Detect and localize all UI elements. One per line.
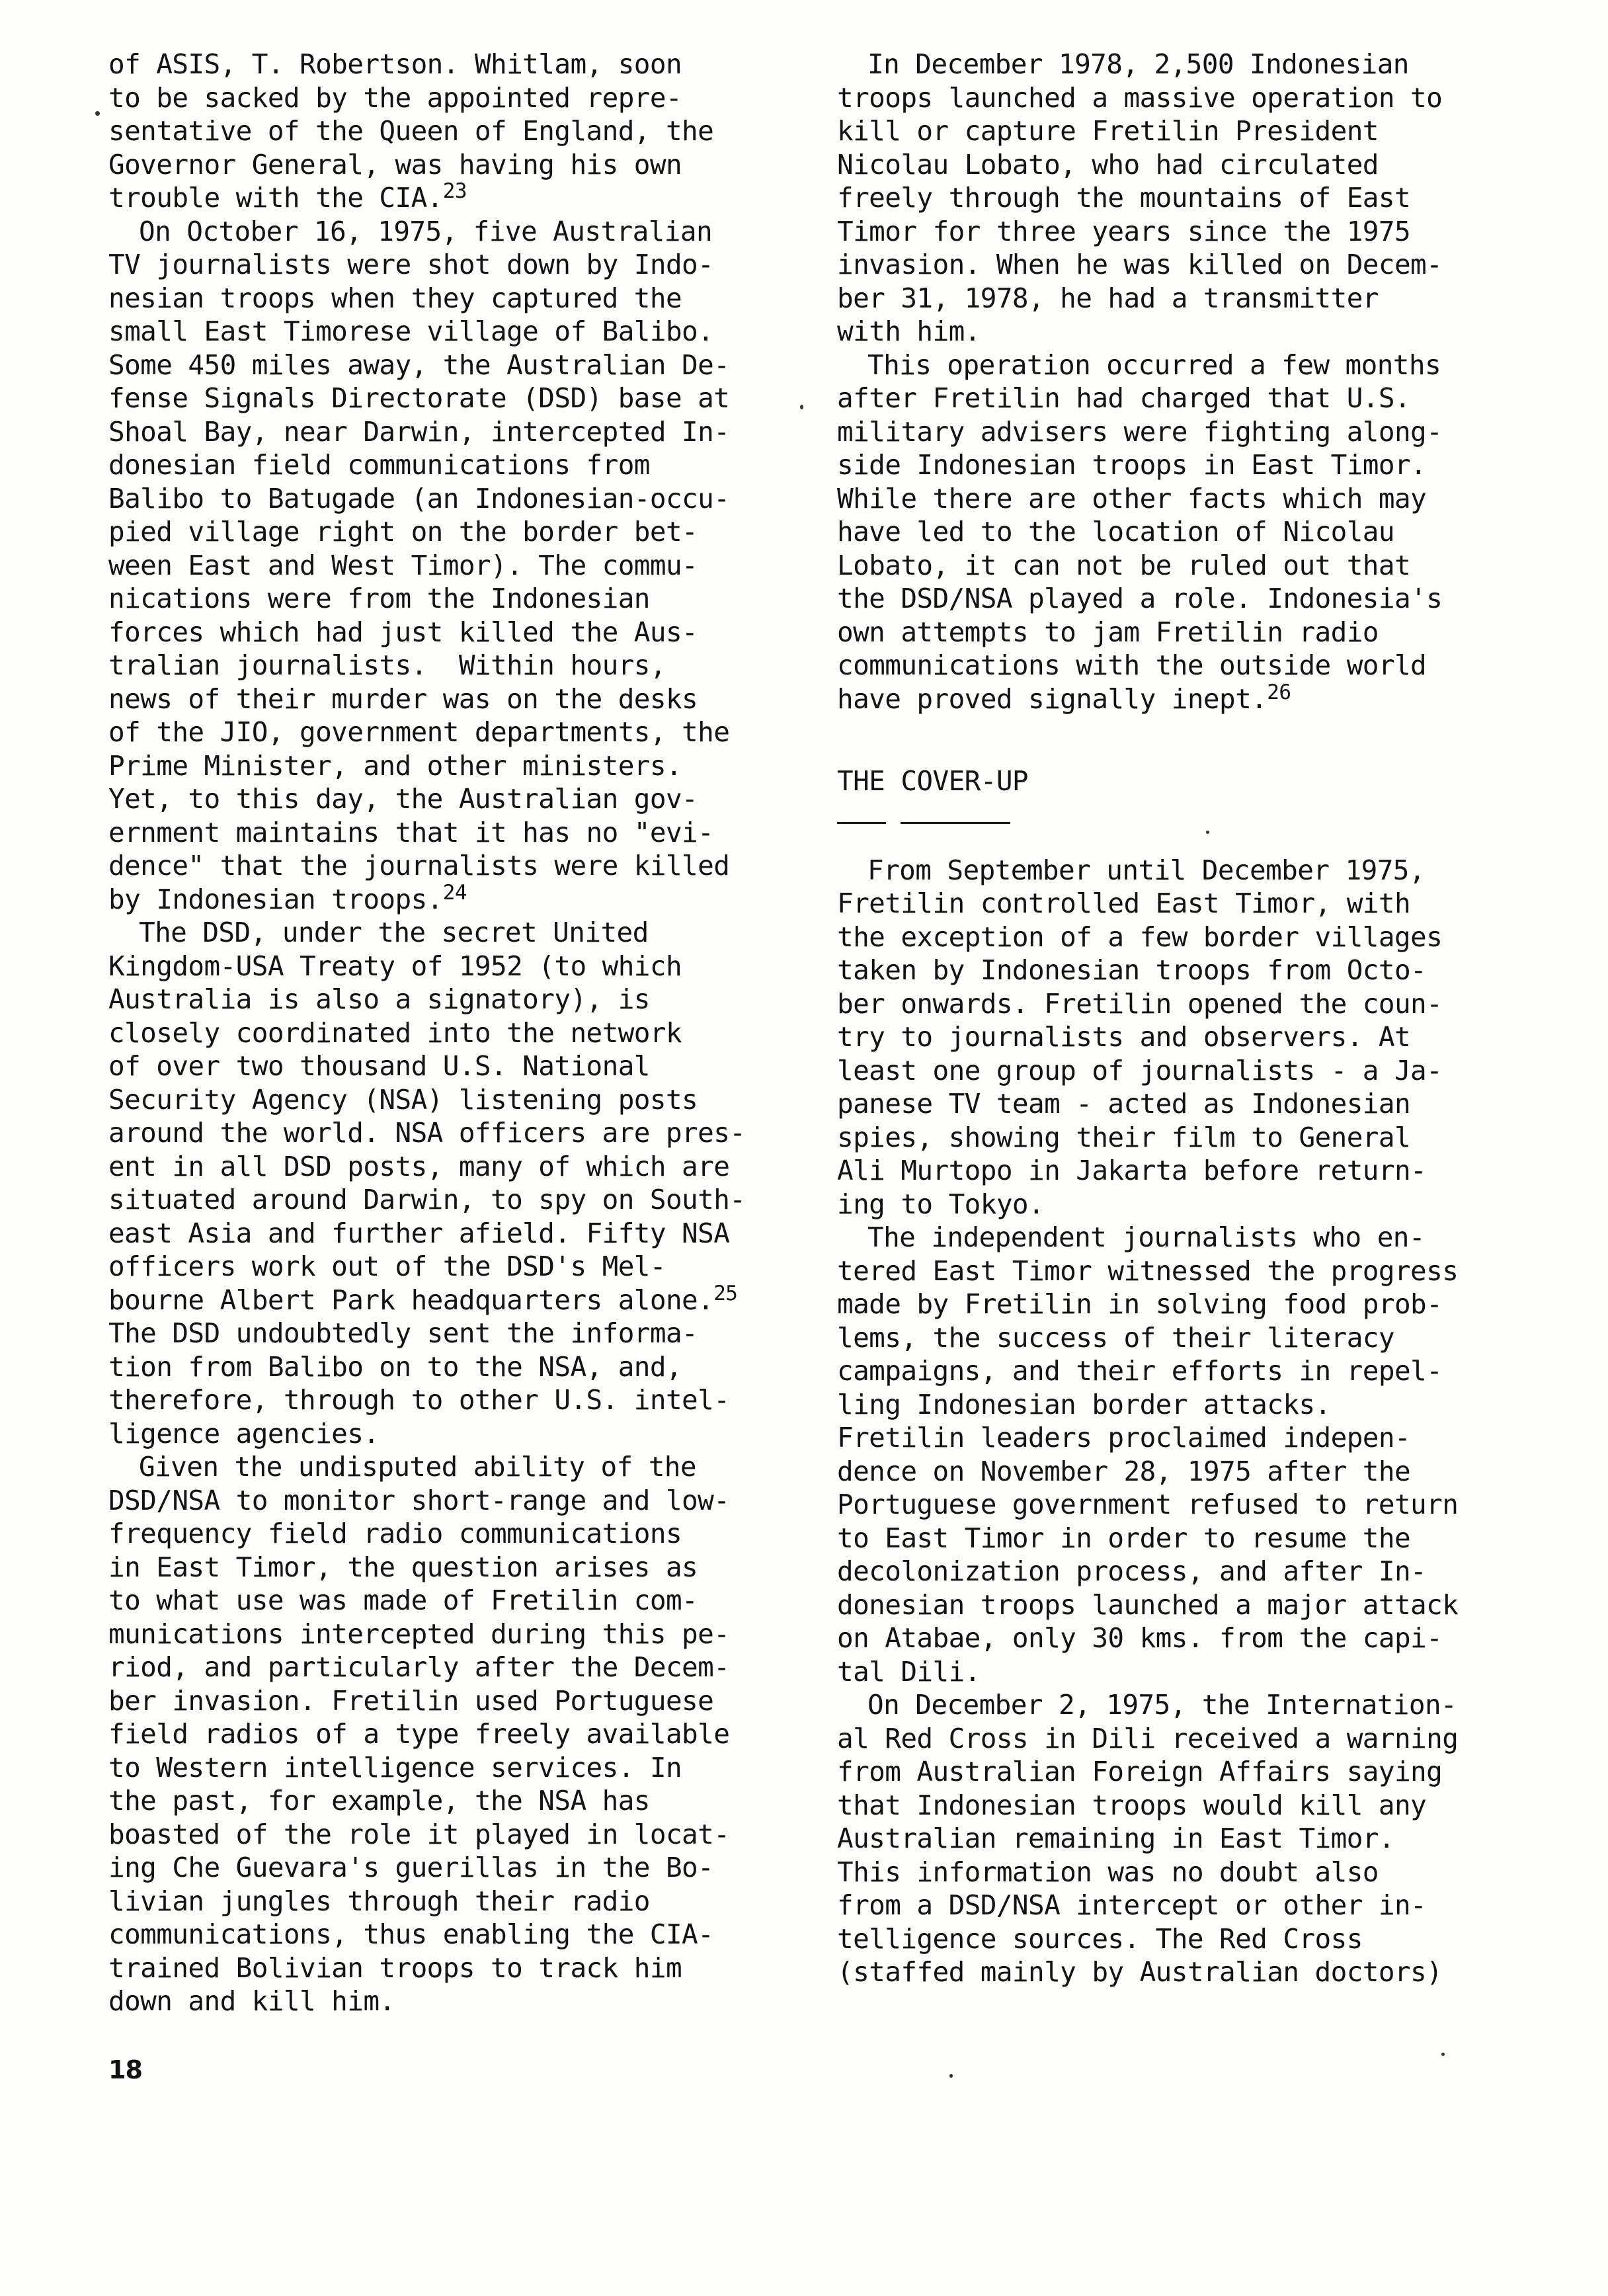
text-line: on Atabae, only 30 kms. from the capi- — [837, 1622, 1443, 1654]
print-speck — [800, 405, 803, 409]
text-line: donesian troops launched a major attack — [837, 1588, 1459, 1621]
text-line: military advisers were fighting along- — [837, 415, 1443, 448]
left-column — [108, 48, 789, 2018]
text-line: with him. — [837, 315, 981, 347]
text-line: ween East and West Timor). The commu- — [108, 549, 698, 581]
paragraph — [837, 48, 1518, 348]
text-line: livian jungles through their radio — [108, 1885, 650, 1917]
paragraph — [108, 215, 789, 917]
text-line: nications were from the Indonesian — [108, 583, 650, 614]
text-line: that Indonesian troops would kill any — [837, 1789, 1427, 1821]
print-speck — [949, 2074, 953, 2078]
text-line: the DSD/NSA played a role. Indonesia's — [837, 583, 1443, 614]
text-line: panese TV team - acted as Indonesian — [837, 1088, 1411, 1120]
heading-underline — [837, 822, 1518, 825]
text-line: trouble with the CIA.$^{23}$ — [108, 179, 467, 214]
text-line: therefore, through to other U.S. intel- — [108, 1384, 730, 1416]
text-line: after Fretilin had charged that U.S. — [837, 382, 1411, 414]
text-line: least one group of journalists - a Ja- — [837, 1054, 1443, 1086]
text-line: nesian troops when they captured the — [108, 282, 682, 314]
text-line: Security Agency (NSA) listening posts — [108, 1083, 698, 1116]
text-line: decolonization process, and after In- — [837, 1555, 1427, 1587]
footnote-marker: 26 — [1267, 680, 1291, 704]
text-line: the exception of a few border villages — [837, 921, 1443, 953]
text-line: This information was no doubt also — [837, 1856, 1379, 1888]
text-line: In December 1978, 2,500 Indonesian — [867, 48, 1409, 80]
text-line: frequency field radio communications — [108, 1518, 682, 1549]
text-line: donesian field communications from — [108, 449, 650, 481]
text-line: officers work out of the DSD's Mel- — [108, 1250, 666, 1282]
text-line: of over two thousand U.S. National — [108, 1050, 650, 1082]
text-line: Shoal Bay, near Darwin, intercepted In- — [108, 415, 730, 448]
text-line: This operation occurred a few months — [867, 348, 1441, 381]
text-line: bourne Albert Park headquarters alone.$^{25}$ — [108, 1281, 738, 1316]
text-line: tered East Timor witnessed the progress — [837, 1254, 1459, 1287]
text-line: ling Indonesian border attacks. — [837, 1388, 1331, 1420]
page-number: 18 — [108, 2055, 142, 2084]
right-column — [837, 48, 1518, 1989]
text-line: (staffed mainly by Australian doctors) — [837, 1956, 1443, 1988]
text-line: freely through the mountains of East — [837, 182, 1411, 214]
text-line: campaigns, and their efforts in repel- — [837, 1355, 1443, 1387]
text-line: The DSD undoubtedly sent the informa- — [108, 1317, 698, 1349]
text-line: ber 31, 1978, he had a transmitter — [837, 282, 1379, 314]
text-line: TV journalists were shot down by Indo- — [108, 249, 714, 280]
text-line: Prime Minister, and other ministers. — [108, 749, 682, 782]
text-line: Some 450 miles away, the Australian De- — [108, 348, 730, 381]
text-line: fense Signals Directorate (DSD) base at — [108, 382, 730, 414]
text-line: Kingdom-USA Treaty of 1952 (to which — [108, 950, 682, 982]
text-line: side Indonesian troops in East Timor. — [837, 449, 1427, 481]
text-line: taken by Indonesian troops from Octo- — [837, 954, 1427, 986]
text-line: of ASIS, T. Robertson. Whitlam, soon — [108, 48, 682, 80]
print-speck — [1441, 2053, 1445, 2056]
text-line: Given the undisputed ability of the — [139, 1451, 696, 1483]
text-line: dence on November 28, 1975 after the — [837, 1455, 1411, 1487]
text-line: try to journalists and observers. At — [837, 1021, 1411, 1053]
text-line: While there are other facts which may — [837, 482, 1427, 514]
paragraph — [837, 1688, 1518, 1989]
text-line: Fretilin leaders proclaimed indepen- — [837, 1422, 1411, 1454]
text-line: situated around Darwin, to spy on South- — [108, 1184, 746, 1215]
paragraph — [837, 1221, 1518, 1688]
text-line: Australian remaining in East Timor. — [837, 1823, 1394, 1854]
text-line: invasion. When he was killed on Decem- — [837, 249, 1443, 280]
text-line: ernment maintains that it has no "evi- — [108, 816, 714, 848]
text-line: closely coordinated into the network — [108, 1016, 682, 1049]
text-line: Portuguese government refused to return — [837, 1489, 1459, 1520]
text-line: From September until December 1975, — [867, 854, 1425, 886]
footnote-marker: 24 — [442, 880, 467, 905]
text-line: forces which had just killed the Aus- — [108, 616, 698, 648]
text-line: ent in all DSD posts, many of which are — [108, 1150, 730, 1182]
text-line: tralian journalists. Within hours, — [108, 649, 666, 681]
text-line: lems, the success of their literacy — [837, 1321, 1394, 1354]
text-line: ing to Tokyo. — [837, 1188, 1045, 1220]
text-line: in East Timor, the question arises as — [108, 1551, 698, 1583]
footnote-marker: 25 — [713, 1281, 738, 1305]
text-line: Timor for three years since the 1975 — [837, 215, 1411, 247]
text-line: The DSD, under the secret United — [139, 917, 649, 948]
text-line: own attempts to jam Fretilin radio — [837, 616, 1379, 648]
text-line: Governor General, was having his own — [108, 148, 682, 181]
text-line: On December 2, 1975, the Internation- — [867, 1689, 1457, 1721]
text-line: by Indonesian troops.$^{24}$ — [108, 880, 467, 915]
text-line: tion from Balibo on to the NSA, and, — [108, 1350, 682, 1383]
text-line: to Western intelligence services. In — [108, 1751, 682, 1784]
text-line: trained Bolivian troops to track him — [108, 1951, 682, 1984]
text-line: Australia is also a signatory), is — [108, 983, 650, 1015]
text-line: from a DSD/NSA intercept or other in- — [837, 1889, 1427, 1921]
text-line: made by Fretilin in solving food prob- — [837, 1288, 1443, 1320]
text-line: kill or capture Fretilin President — [837, 115, 1379, 147]
text-line: sentative of the Queen of England, the — [108, 115, 714, 147]
underline-segment — [901, 822, 1010, 824]
text-line: al Red Cross in Dili received a warning — [837, 1722, 1459, 1754]
text-line: spies, showing their film to General — [837, 1121, 1411, 1153]
print-speck — [1206, 831, 1209, 834]
text-line: to be sacked by the appointed repre- — [108, 81, 682, 114]
underline-segment — [837, 822, 886, 824]
paragraph — [837, 854, 1518, 1221]
text-line: tal Dili. — [837, 1655, 981, 1688]
text-line: pied village right on the border bet- — [108, 516, 698, 548]
text-line: Balibo to Batugade (an Indonesian-occu- — [108, 482, 730, 514]
text-line: the past, for example, the NSA has — [108, 1785, 650, 1817]
text-line: boasted of the role it played in locat- — [108, 1818, 730, 1850]
text-line: On October 16, 1975, five Australian — [139, 215, 713, 247]
text-line: Fretilin controlled East Timor, with — [837, 887, 1411, 919]
text-line: dence" that the journalists were killed — [108, 850, 730, 882]
text-line: DSD/NSA to monitor short-range and low- — [108, 1484, 730, 1516]
text-line: field radios of a type freely available — [108, 1718, 730, 1750]
paragraph — [108, 48, 789, 215]
text-line: ing Che Guevara's guerillas in the Bo- — [108, 1852, 714, 1883]
text-line: have led to the location of Nicolau — [837, 516, 1394, 548]
text-line: to what use was made of Fretilin com- — [108, 1584, 698, 1616]
text-line: ber invasion. Fretilin used Portuguese — [108, 1684, 714, 1717]
footnote-marker: 23 — [442, 179, 467, 203]
right-column-top — [837, 48, 1518, 716]
text-line: riod, and particularly after the Decem- — [108, 1651, 730, 1683]
text-line: Nicolau Lobato, who had circulated — [837, 148, 1379, 181]
text-line: east Asia and further afield. Fifty NSA — [108, 1217, 730, 1249]
text-line: of the JIO, government departments, the — [108, 716, 730, 748]
text-line: Lobato, it can not be ruled out that — [837, 549, 1411, 581]
paragraph — [108, 1450, 789, 2018]
section-heading: THE COVER-UP — [837, 765, 1029, 797]
text-line: to East Timor in order to resume the — [837, 1522, 1411, 1554]
text-line: Yet, to this day, the Australian gov- — [108, 783, 698, 815]
text-line: communications, thus enabling the CIA- — [108, 1918, 714, 1950]
text-line: from Australian Foreign Affairs saying — [837, 1756, 1443, 1787]
text-line: Ali Murtopo in Jakarta before return- — [837, 1155, 1427, 1186]
text-line: small East Timorese village of Balibo. — [108, 315, 714, 347]
text-line: have proved signally inept.$^{26}$ — [837, 680, 1291, 715]
text-line: ber onwards. Fretilin opened the coun- — [837, 987, 1443, 1020]
paragraph — [108, 916, 789, 1450]
paragraph — [837, 348, 1518, 716]
text-line: news of their murder was on the desks — [108, 682, 698, 715]
right-column-bottom — [837, 854, 1518, 1989]
print-speck — [95, 111, 100, 116]
text-line: telligence sources. The Red Cross — [837, 1922, 1363, 1955]
text-line: munications intercepted during this pe- — [108, 1618, 730, 1650]
text-line: ligence agencies. — [108, 1417, 380, 1450]
text-line: around the world. NSA officers are pres- — [108, 1117, 746, 1149]
text-line: The independent journalists who en- — [867, 1221, 1425, 1253]
text-line: communications with the outside world — [837, 649, 1427, 681]
text-line: troops launched a massive operation to — [837, 81, 1443, 114]
text-line: down and kill him. — [108, 1985, 395, 2017]
